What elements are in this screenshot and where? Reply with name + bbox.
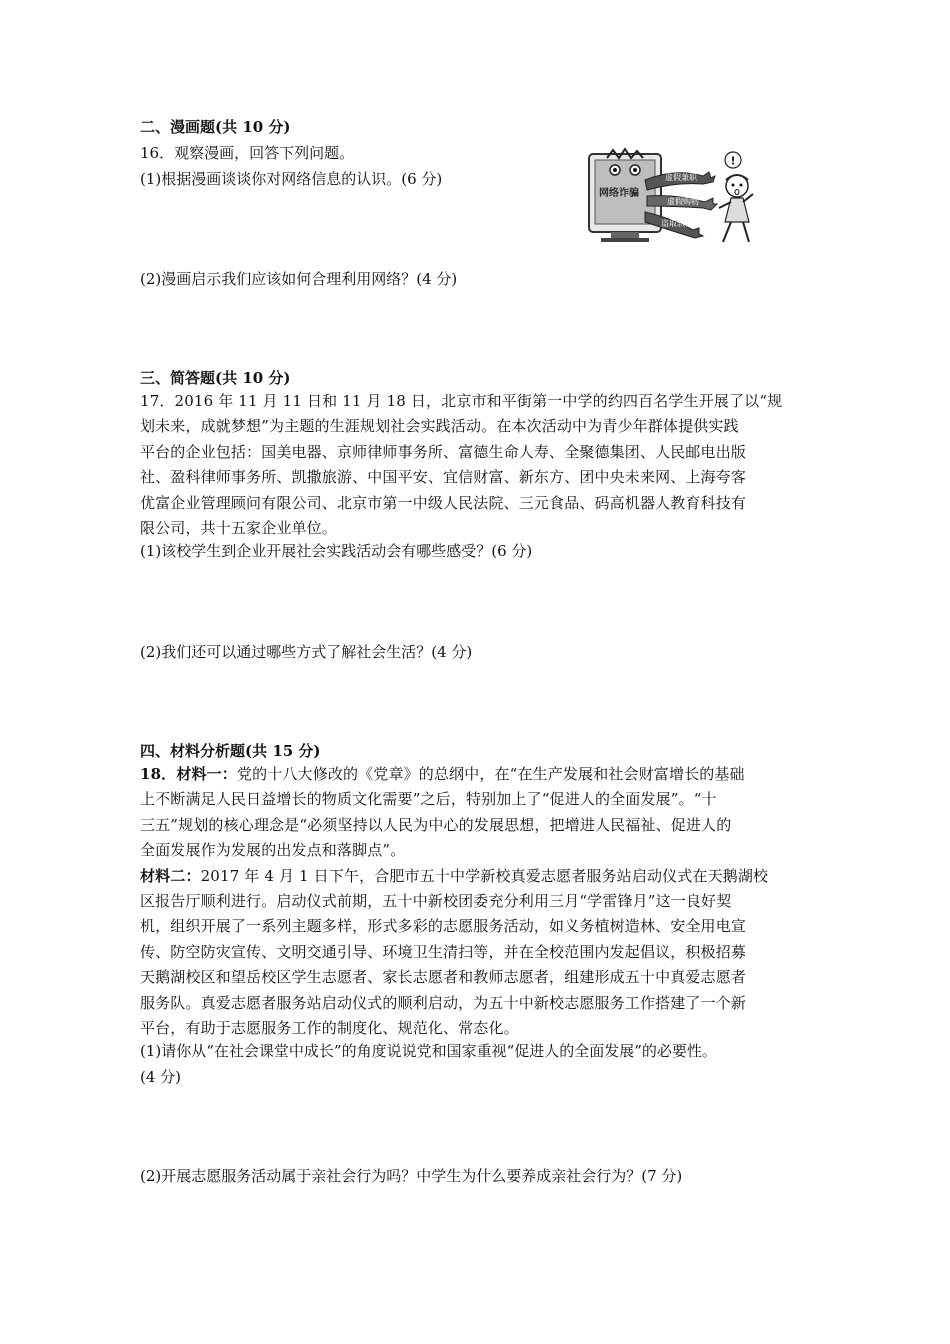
material1-line: 全面发展作为发展的出发点和落脚点”。 [140, 841, 406, 860]
q17-line: 社、盈科律师事务所、凯撒旅游、中国平安、宜信财富、新东方、团中央未来网、上海夸客 [140, 468, 747, 487]
q18-sub1-line2: (4 分) [140, 1068, 182, 1086]
q17-line: 17．2016 年 11 月 11 日和 11 月 18 日，北京市和平街第一中学的约四百名学生开展了以“规 [140, 392, 783, 410]
material2-line: 天鹅湖校区和望岳校区学生志愿者、家长志愿者和教师志愿者，组建形成五十中真爱志愿者 [140, 968, 747, 987]
exclaim-mark: ! [730, 154, 736, 168]
cartoon-illustration [585, 146, 775, 248]
monitor-stand [611, 232, 639, 238]
q17-sub1: (1)该校学生到企业开展社会实践活动会有哪些感受？(6 分) [140, 542, 533, 560]
hand-label-3: 盗取软件 [661, 219, 693, 228]
q18-sub2: (2)开展志愿服务活动属于亲社会行为吗？中学生为什么要养成亲社会行为？(7 分) [140, 1167, 683, 1185]
q17-line: 平台的企业包括：国美电器、京师律师事务所、富德生命人寿、全聚德集团、人民邮电出版 [140, 442, 747, 461]
q17-line: 限公司，共十五家企业单位。 [140, 519, 337, 538]
q16-stem: 16．观察漫画，回答下列问题。 [140, 144, 355, 162]
material1-label: 18．材料一： [140, 765, 237, 783]
q17-body [140, 389, 812, 541]
material2-label: 材料二： [140, 866, 201, 885]
section-2-title: 二、漫画题(共 10 分) [140, 118, 291, 136]
section-4-title: 四、材料分析题(共 15 分) [140, 742, 321, 760]
material2-line: 服务队。真爱志愿者服务站启动仪式的顺利启动，为五十中新校志愿服务工作搭建了一个新 [140, 993, 747, 1012]
material2-line: 传、防空防灾宣传、文明交通引导、环境卫生清扫等，并在全校范围内发起倡议，积极招募 [140, 942, 747, 961]
person-body [725, 198, 749, 222]
q17-sub2: (2)我们还可以通过哪些方式了解社会生活？(4 分) [140, 643, 473, 661]
q17-line: 优富企业管理顾问有限公司、北京市第一中级人民法院、三元食品、码高机器人教育科技有 [140, 493, 747, 512]
q17-line: 划未来，成就梦想”为主题的生涯规划社会实践活动。在本次活动中为青少年群体提供实践 [140, 417, 739, 436]
material1-line: 党的十八大修改的《党章》的总纲中，在“在生产发展和社会财富增长的基础 [236, 765, 745, 783]
screen-label: 网络诈骗 [599, 188, 639, 199]
hand-label-1: 虚假兼职 [665, 173, 697, 182]
material2-line: 机，组织开展了一系列主题多样，形式多彩的志愿服务活动，如义务植树造林、安全用电宣 [140, 917, 747, 936]
q18-sub1-line1: (1)请你从“在社会课堂中成长”的角度说说党和国家重视“促进人的全面发展”的必要性。 [140, 1042, 717, 1060]
q16-sub1: (1)根据漫画谈谈你对网络信息的认识。(6 分) [140, 170, 443, 188]
cartoon-image [585, 146, 775, 248]
section-3-title: 三、简答题(共 10 分) [140, 369, 291, 387]
material2-line: 区报告厅顺利进行。启动仪式前期，五十中新校团委充分利用三月“学雷锋月”这一良好契 [140, 892, 732, 911]
material2-line: 2017 年 4 月 1 日下午，合肥市五十中学新校真爱志愿者服务站启动仪式在天鹅湖校 [200, 866, 769, 885]
hand-label-2: 虚假购物 [667, 197, 699, 206]
q18-material1 [140, 762, 812, 1041]
monitor-base [601, 238, 649, 242]
material1-line: 三五”规划的核心理念是“必须坚持以人民为中心的发展思想，把增进人民福祉、促进人的 [140, 815, 732, 834]
material2-line: 平台，有助于志愿服务工作的制度化、规范化、常态化。 [140, 1019, 519, 1038]
material1-line: 上不断满足人民日益增长的物质文化需要”之后，特别加上了“促进人的全面发展”。“十 [140, 790, 717, 809]
q16-sub2: (2)漫画启示我们应该如何合理利用网络？(4 分) [140, 270, 458, 288]
